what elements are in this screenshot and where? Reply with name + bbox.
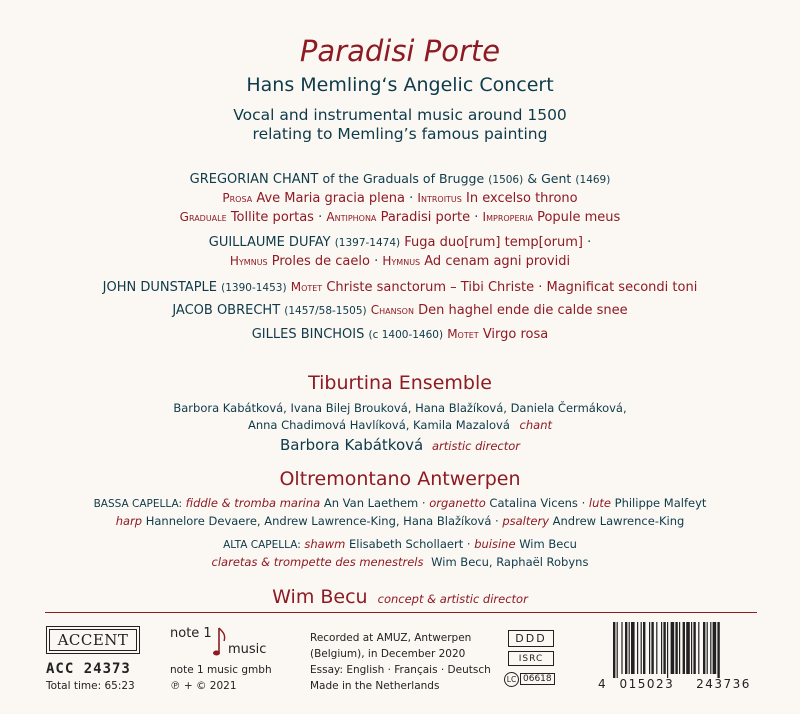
role: chant xyxy=(519,418,553,432)
alta-capella-line-1 xyxy=(0,537,800,551)
genre: Prosa xyxy=(222,191,253,205)
program-binchois xyxy=(0,327,800,342)
album-description-line-2: relating to Memling’s famous painting xyxy=(252,125,548,143)
separator: · xyxy=(587,235,592,250)
music-note-icon xyxy=(213,626,227,660)
note1-company: note 1 music gmbh xyxy=(170,664,272,676)
barcode-bar xyxy=(675,622,677,674)
barcode-digit-group: 015023 xyxy=(619,677,675,691)
oltremontano-director xyxy=(0,586,800,608)
work-text: & Gent xyxy=(527,171,572,186)
performer: Wim Becu, Raphaël Robyns xyxy=(431,555,589,569)
alta-capella-label: ALTA CAPELLA: xyxy=(223,539,301,551)
ensemble-name-oltremontano: Oltremontano Antwerpen xyxy=(279,468,521,490)
genre: Hymnus xyxy=(229,254,268,268)
barcode-bar xyxy=(656,622,657,674)
total-time: Total time: 65:23 xyxy=(46,680,135,692)
label-code xyxy=(504,671,558,687)
years: (1390-1453) xyxy=(221,282,287,294)
barcode-bar xyxy=(693,622,695,674)
separator: · xyxy=(495,514,499,528)
work-title: In excelso throno xyxy=(466,191,578,206)
alta-capella-line-2 xyxy=(0,555,800,569)
footer-divider xyxy=(45,612,757,613)
work-title: Virgo rosa xyxy=(482,327,549,342)
separator: · xyxy=(409,191,414,206)
director-name: Wim Becu xyxy=(272,586,368,608)
composer-name: JACOB OBRECHT xyxy=(172,303,281,318)
instrument: harp xyxy=(115,514,143,528)
barcode-bar xyxy=(710,622,711,674)
note1-music-logo xyxy=(170,626,270,662)
made-in: Made in the Netherlands xyxy=(310,680,440,692)
barcode-bar xyxy=(617,622,618,678)
years: (1457/58-1505) xyxy=(284,305,367,317)
work-text: of the Graduals of Brugge xyxy=(322,171,485,186)
program-dufay-line-2 xyxy=(0,254,800,269)
barcode xyxy=(605,622,760,678)
performer: Wim Becu xyxy=(519,537,577,551)
genre: Motet xyxy=(447,327,479,341)
year: (1469) xyxy=(575,174,611,186)
tiburtina-director xyxy=(0,436,800,454)
separator: · xyxy=(466,537,471,551)
composer-name: GILLES BINCHOIS xyxy=(251,327,365,342)
members: Anna Chadimová Havlíková, Kamila Mazalová xyxy=(247,418,510,432)
accent-label-logo xyxy=(46,626,140,654)
program-dunstaple xyxy=(0,280,800,295)
barcode-bar xyxy=(713,622,717,674)
instrument: fiddle & tromba marina xyxy=(185,496,321,510)
instrument: lute xyxy=(588,496,611,510)
work-title: Den haghel ende die calde snee xyxy=(418,303,628,318)
genre: Motet xyxy=(290,280,323,294)
instrument: psaltery xyxy=(502,514,549,528)
barcode-bar xyxy=(703,622,705,674)
work-title: Tollite portas xyxy=(230,210,314,225)
isrc-badge: ISRC xyxy=(508,651,554,666)
barcode-bar xyxy=(641,622,642,674)
barcode-bar xyxy=(643,622,645,674)
work-title: Ad cenam agni providi xyxy=(424,254,571,269)
separator: · xyxy=(474,210,479,225)
essay-languages: Essay: English · Français · Deutsch xyxy=(310,664,491,676)
barcode-bar xyxy=(671,622,675,674)
genre: Improperia xyxy=(482,210,533,224)
years: (c 1400-1460) xyxy=(368,329,444,341)
barcode-bar xyxy=(663,622,665,674)
composer-name: GUILLAUME DUFAY xyxy=(208,235,331,250)
separator: · xyxy=(421,496,426,510)
ensemble-name-tiburtina: Tiburtina Ensemble xyxy=(308,372,492,394)
album-description-line-1: Vocal and instrumental music around 1500 xyxy=(233,106,567,124)
note1-logo-text-b: music xyxy=(228,642,267,657)
program-gregorian-line-1 xyxy=(0,171,800,187)
lc-code: 06618 xyxy=(520,673,555,685)
performer: Elisabeth Schollaert xyxy=(348,537,464,551)
genre: Introitus xyxy=(417,191,462,205)
bassa-capella-line-1 xyxy=(0,496,800,510)
bassa-capella-label: BASSA CAPELLA: xyxy=(93,498,182,510)
album-title: Paradisi Porte xyxy=(299,34,501,68)
barcode-bar xyxy=(613,622,615,678)
barcode-bar xyxy=(679,622,680,674)
performer: An Van Laethem xyxy=(323,496,419,510)
catalog-number: ACC 24373 xyxy=(46,661,131,677)
tiburtina-members-line-2 xyxy=(0,418,800,432)
barcode-bar xyxy=(629,622,630,674)
director-role: concept & artistic director xyxy=(377,592,528,606)
work-title: Ave Maria gracia plena xyxy=(256,191,405,206)
work-title: Proles de caelo xyxy=(271,254,370,269)
copyright: ℗ + © 2021 xyxy=(170,680,237,692)
ddd-badge: DDD xyxy=(508,630,554,647)
barcode-bar xyxy=(637,622,638,674)
instrument: claretas & trompette des menestrels xyxy=(211,555,424,569)
album-subtitle: Hans Memling‘s Angelic Concert xyxy=(246,74,554,96)
performer: Hannelore Devaere, Andrew Lawrence-King, Hana Blažíková xyxy=(145,514,492,528)
barcode-digit-group: 4 xyxy=(598,677,606,691)
instrument: shawm xyxy=(304,537,346,551)
genre: Graduale xyxy=(179,210,227,224)
program-gregorian-line-2 xyxy=(0,191,800,206)
barcode-bar xyxy=(698,622,699,674)
barcode-bar xyxy=(683,622,685,674)
separator: · xyxy=(581,496,586,510)
barcode-bar xyxy=(707,622,708,674)
work-title: Christe sanctorum – Tibi Christe · Magnificat secondi toni xyxy=(326,280,698,295)
barcode-bar xyxy=(667,622,668,678)
barcode-bar xyxy=(661,622,662,674)
barcode-bar xyxy=(651,622,653,674)
tiburtina-members-line-1: Barbora Kabátková, Ivana Bilej Brouková, Hana Blažíková, Daniela Čermáková, xyxy=(173,401,627,415)
barcode-bar xyxy=(631,622,635,674)
years: (1397-1474) xyxy=(334,237,401,249)
director-role: artistic director xyxy=(431,439,521,453)
instrument: buisine xyxy=(474,537,516,551)
barcode-bar xyxy=(691,622,692,674)
barcode-digit-group: 243736 xyxy=(696,677,751,691)
genre: Chanson xyxy=(370,303,414,317)
composer-name: GREGORIAN CHANT xyxy=(189,172,319,187)
genre: Antiphona xyxy=(326,210,377,224)
genre: Hymnus xyxy=(382,254,421,268)
program-dufay-line-1 xyxy=(0,235,800,250)
recording-info-line-2: (Belgium), in December 2020 xyxy=(310,648,466,660)
note1-logo-text-a: note 1 xyxy=(170,626,212,641)
performer: Philippe Malfeyt xyxy=(614,496,707,510)
year: (1506) xyxy=(488,174,524,186)
composer-name: JOHN DUNSTAPLE xyxy=(102,280,217,295)
accent-logo-text: ACCENT xyxy=(57,631,129,649)
work-title: Fuga duo[rum] temp[orum] xyxy=(404,235,583,250)
instrument: organetto xyxy=(429,496,486,510)
separator: · xyxy=(318,210,323,225)
performer: Catalina Vicens xyxy=(489,496,578,510)
recording-info-line-1: Recorded at AMUZ, Antwerpen xyxy=(310,632,472,644)
program-obrecht xyxy=(0,303,800,318)
lc-icon: LC xyxy=(504,672,519,687)
barcode-bar xyxy=(621,622,622,674)
separator: · xyxy=(374,254,379,269)
barcode-bar xyxy=(686,622,690,674)
work-title: Popule meus xyxy=(537,210,621,225)
work-title: Paradisi porte xyxy=(380,210,471,225)
barcode-bar xyxy=(649,622,650,674)
barcode-bar xyxy=(625,622,627,674)
program-gregorian-line-3 xyxy=(0,210,800,225)
bassa-capella-line-2 xyxy=(0,514,800,528)
performer: Andrew Lawrence-King xyxy=(552,514,685,528)
director-name: Barbora Kabátková xyxy=(279,436,424,454)
barcode-digits xyxy=(598,677,751,691)
barcode-bar xyxy=(717,622,719,678)
